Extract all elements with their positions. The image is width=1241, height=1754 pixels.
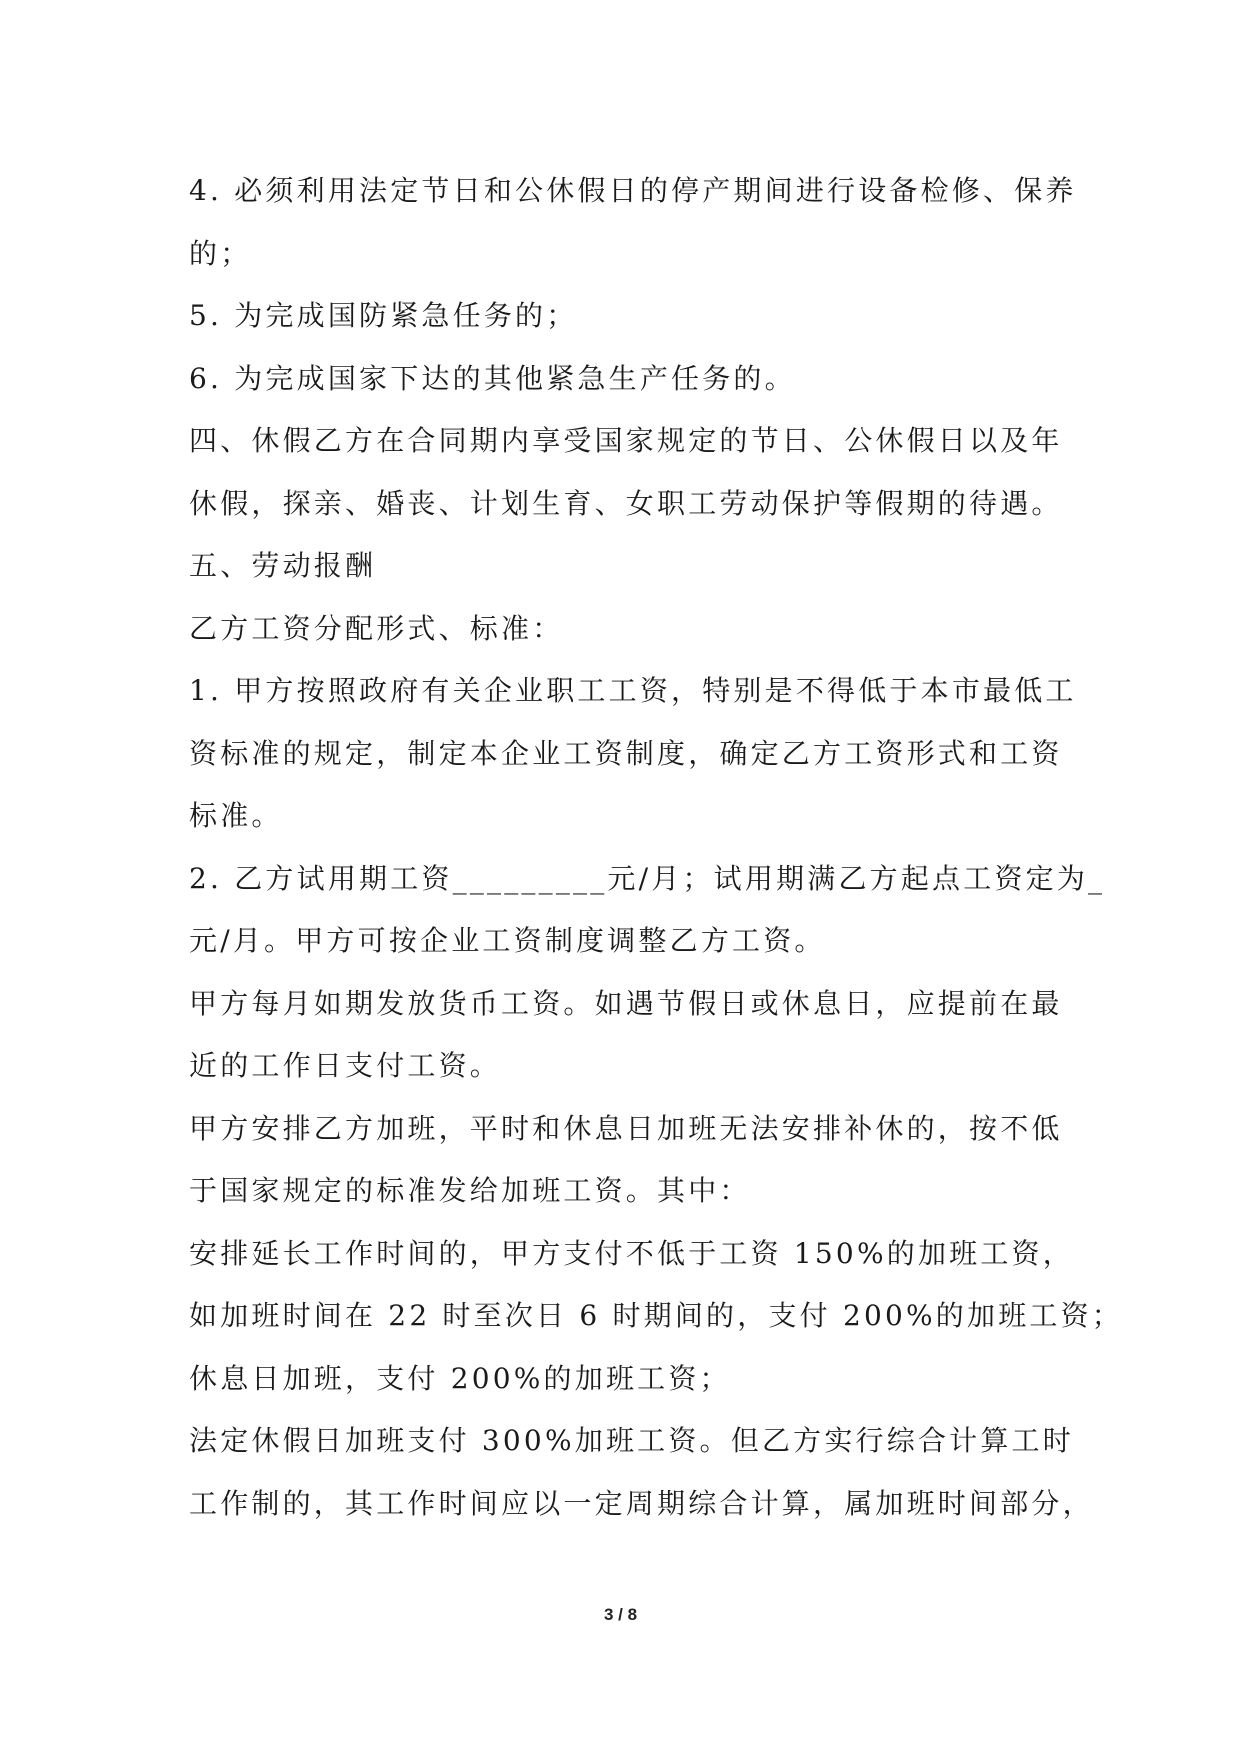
text-line: 1. 甲方按照政府有关企业职工工资，特别是不得低于本市最低工 bbox=[189, 674, 1077, 707]
text-line: 5. 为完成国防紧急任务的； bbox=[189, 299, 578, 332]
text-line: 近的工作日支付工资。 bbox=[189, 1049, 502, 1082]
text-line: 乙方工资分配形式、标准： bbox=[189, 611, 564, 645]
text-line: 2. 乙方试用期工资_________元/月；试用期满乙方起点工资定为_ bbox=[189, 861, 1106, 895]
text-line: 法定休假日加班支付 300%加班工资。但乙方实行综合计算工时 bbox=[189, 1424, 1074, 1457]
section-heading: 五、劳动报酬 bbox=[189, 549, 377, 582]
text-line: 甲方安排乙方加班，平时和休息日加班无法安排补休的，按不低 bbox=[189, 1111, 1063, 1145]
text-line: 的； bbox=[189, 236, 252, 270]
text-line: 工作制的，其工作时间应以一定周期综合计算，属加班时间部分， bbox=[189, 1486, 1094, 1520]
document-body bbox=[189, 160, 1123, 1535]
text-line: 甲方每月如期发放货币工资。如遇节假日或休息日，应提前在最 bbox=[189, 986, 1063, 1020]
page-number: 3 / 8 bbox=[603, 1605, 638, 1624]
text-line: 休假，探亲、婚丧、计划生育、女职工劳动保护等假期的待遇。 bbox=[189, 486, 1063, 520]
text-line: 6. 为完成国家下达的其他紧急生产任务的。 bbox=[189, 361, 796, 395]
text-line: 于国家规定的标准发给加班工资。其中： bbox=[189, 1174, 751, 1207]
section-heading-line: 四、休假乙方在合同期内享受国家规定的节日、公休假日以及年 bbox=[189, 424, 1063, 457]
text-line: 4. 必须利用法定节日和公休假日的停产期间进行设备检修、保养 bbox=[189, 174, 1077, 207]
text-line: 元/月。甲方可按企业工资制度调整乙方工资。 bbox=[189, 924, 826, 957]
text-line: 如加班时间在 22 时至次日 6 时期间的，支付 200%的加班工资； bbox=[189, 1299, 1123, 1332]
text-line: 资标准的规定，制定本企业工资制度，确定乙方工资形式和工资 bbox=[189, 736, 1063, 770]
text-line: 安排延长工作时间的，甲方支付不低于工资 150%的加班工资， bbox=[189, 1236, 1074, 1270]
text-line: 休息日加班，支付 200%的加班工资； bbox=[189, 1361, 731, 1395]
text-line: 标准。 bbox=[189, 799, 283, 832]
